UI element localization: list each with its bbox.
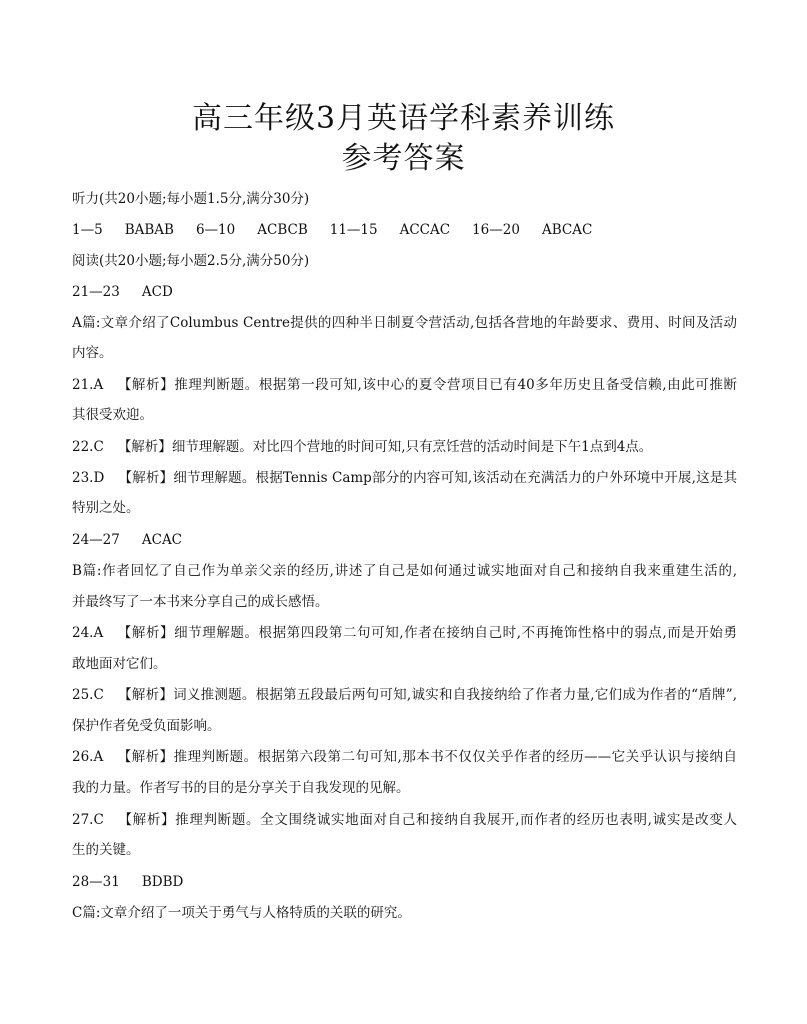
listening-answers-row — [72, 220, 737, 240]
answer-letters: ABCAC — [541, 222, 593, 238]
item-explanation: 推理判断题。根据第一段可知,该中心的夏令营项目已有40多年历史且备受信赖,由此可推断 — [174, 377, 737, 393]
passage-summary: B篇:作者回忆了自己作为单亲父亲的经历,讲述了自己是如何通过诚实地面对自己和接纳自我来重建生活的, — [72, 563, 737, 579]
reading-heading: 阅读(共20小题;每小题2.5分,满分50分) — [72, 253, 310, 269]
analysis-tag: 【解析】 — [117, 687, 174, 703]
answer-range: 21—23 — [72, 284, 120, 300]
analysis-tag: 【解析】 — [117, 439, 172, 455]
answer-item — [72, 623, 737, 643]
passage-summary: A篇:文章介绍了Columbus Centre提供的四种半日制夏令营活动,包括各营地的年龄要求、费用、时间及活动 — [72, 315, 737, 331]
item-number: 21.A — [72, 377, 104, 393]
item-explanation: 推理判断题。全文围绕诚实地面对自己和接纳自我展开,而作者的经历也表明,诚实是改变人 — [175, 812, 737, 828]
listening-heading: 听力(共20小题;每小题1.5分,满分30分) — [72, 191, 310, 207]
item-number: 22.C — [72, 439, 104, 455]
analysis-tag: 【解析】 — [117, 377, 175, 393]
answer-item-cont: 生的关键。 — [72, 842, 140, 858]
answer-letters: BABAB — [124, 222, 174, 238]
answer-item — [72, 437, 737, 457]
passage-summary-cont: 并最终写了一本书来分享自己的成长感悟。 — [72, 594, 329, 610]
page-subtitle: 参考答案 — [341, 141, 466, 176]
analysis-tag: 【解析】 — [117, 812, 176, 828]
answer-item — [72, 685, 737, 705]
passage-summary-cont: 内容。 — [72, 345, 113, 361]
answer-range: 11—15 — [329, 222, 378, 238]
item-number: 24.A — [72, 625, 104, 641]
answer-range: 16—20 — [472, 222, 520, 238]
answer-letters: ACCAC — [399, 222, 451, 238]
answer-item — [72, 375, 737, 395]
answer-range: 6—10 — [195, 222, 236, 238]
answer-range: 24—27 — [72, 532, 120, 548]
item-number: 25.C — [72, 687, 104, 703]
page-title: 高三年级3月英语学科素养训练 — [191, 101, 616, 136]
item-number: 23.D — [72, 470, 105, 486]
passage-summary: C篇:文章介绍了一项关于勇气与人格特质的关联的研究。 — [72, 905, 411, 921]
answer-item-cont: 特别之处。 — [72, 500, 140, 516]
answer-letters: ACAC — [141, 532, 183, 548]
section-answers-row — [72, 872, 737, 892]
analysis-tag: 【解析】 — [117, 749, 174, 765]
answer-range: 1—5 — [72, 222, 103, 238]
section-answers-row — [72, 530, 737, 550]
item-number: 27.C — [72, 812, 104, 828]
item-explanation: 细节理解题。根据第四段第二句可知,作者在接纳自己时,不再掩饰性格中的弱点,而是开始勇 — [174, 625, 737, 641]
answer-letters: BDBD — [141, 874, 184, 890]
item-explanation: 词义推测题。根据第五段最后两句可知,诚实和自我接纳给了作者力量,它们成为作者的“盾牌”, — [173, 687, 737, 703]
analysis-tag: 【解析】 — [117, 625, 175, 641]
item-number: 26.A — [72, 749, 104, 765]
item-explanation: 细节理解题。对比四个营地的时间可知,只有烹饪营的活动时间是下午1点到4点。 — [171, 439, 653, 455]
section-answers-row — [72, 282, 737, 302]
answer-item-cont: 我的力量。作者写书的目的是分享关于自我发现的见解。 — [72, 780, 410, 796]
answer-letters: ACD — [141, 284, 173, 300]
item-explanation: 细节理解题。根据Tennis Camp部分的内容可知,该活动在充满活力的户外环境中开展,这是其 — [173, 470, 737, 486]
answer-item-cont: 敢地面对它们。 — [72, 656, 167, 672]
answer-range: 28—31 — [72, 874, 120, 890]
answer-item — [72, 810, 737, 830]
answer-item — [72, 747, 737, 767]
answer-letters: ACBCB — [257, 222, 308, 238]
answer-item-cont: 其很受欢迎。 — [72, 407, 153, 423]
answer-item — [72, 468, 737, 488]
answer-item-cont: 保护作者免受负面影响。 — [72, 718, 221, 734]
item-explanation: 推理判断题。根据第六段第二句可知,那本书不仅仅关乎作者的经历——它关乎认识与接纳自 — [173, 749, 737, 765]
analysis-tag: 【解析】 — [118, 470, 174, 486]
